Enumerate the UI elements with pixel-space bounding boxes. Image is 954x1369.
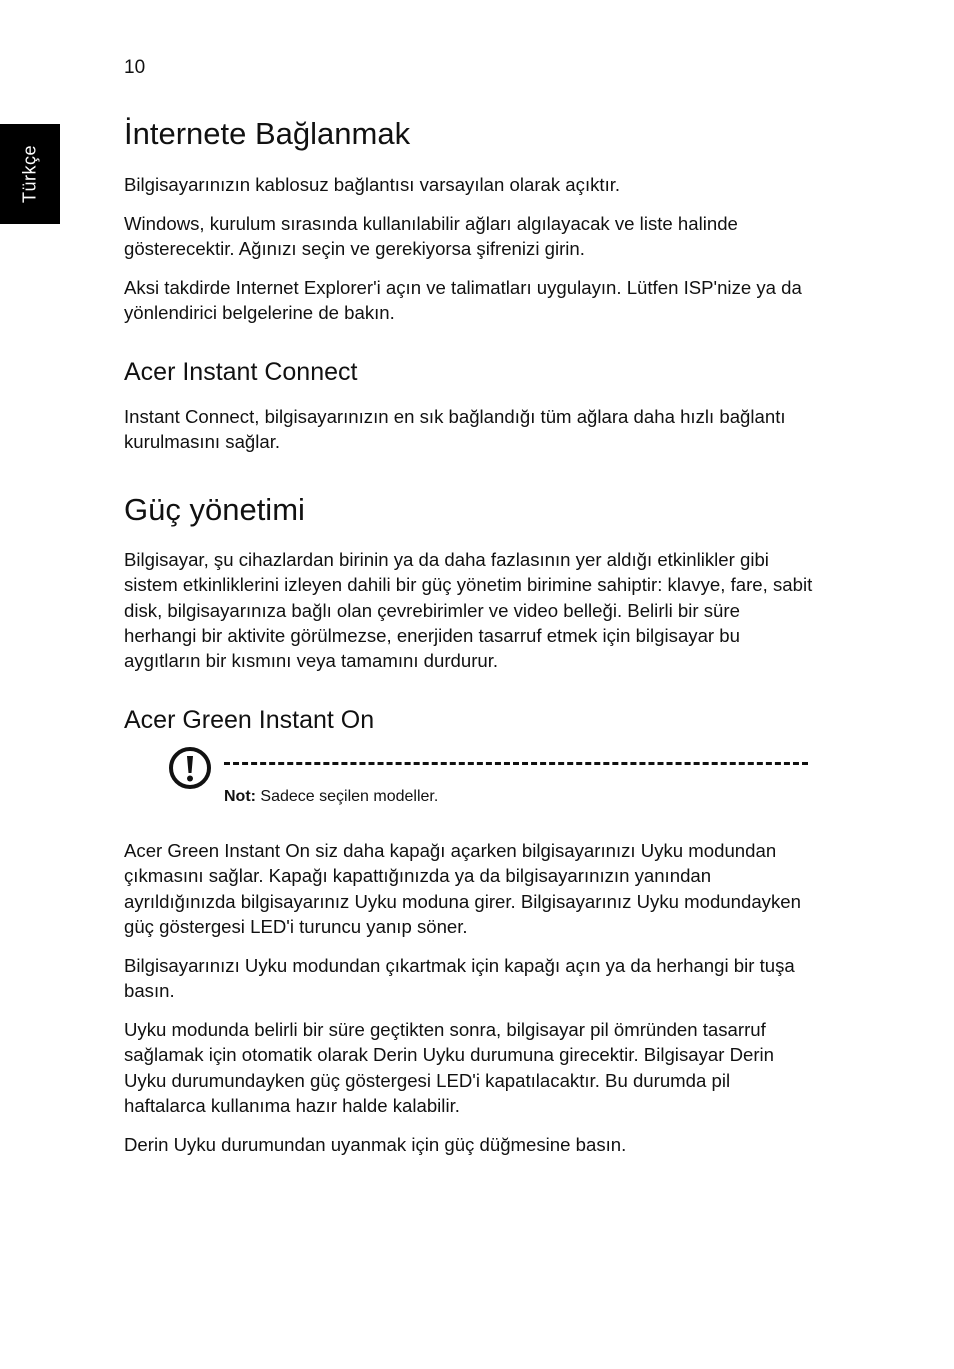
paragraph-green-4: Derin Uyku durumundan uyanmak için güç düğmesine basın. [124, 1134, 627, 1155]
language-tab [0, 124, 60, 224]
language-tab-label: Türkçe [19, 144, 40, 204]
paragraph-instant-connect-1: Instant Connect, bilgisayarınızın en sık bağlandığı tüm ağlara daha hızlı bağlantı kurulmasını sağlar. [124, 406, 786, 453]
paragraph-green-2: Bilgisayarınızı Uyku modundan çıkartmak için kapağı açın ya da herhangi bir tuşa basın. [124, 955, 795, 1002]
paragraph-green-3: Uyku modunda belirli bir süre geçtikten sonra, bilgisayar pil ömründen tasarruf sağlamak için otomatik olarak Derin Uyku durumuna girecektir. Bilgisayar Derin Uyku durumundayken güç göstergesi LED'i kapatılacaktır. Bu durumda pil haftalarca kullanıma hazır halde kalabilir. [124, 1019, 775, 1116]
note-divider [224, 762, 808, 765]
paragraph-internet-3: Aksi takdirde Internet Explorer'i açın ve talimatları uygulayın. Lütfen ISP'nize ya da yönlendirici belgelerine de bakın. [124, 277, 802, 324]
note-body: Sadece seçilen modeller. [255, 788, 439, 805]
heading-instant-connect: Acer Instant Connect [124, 358, 358, 386]
paragraph-internet-2: Windows, kurulum sırasında kullanılabilir ağları algılayacak ve liste halinde gösterecektir. Ağınızı seçin ve gerekiyorsa şifrenizi girin. [124, 213, 738, 260]
exclamation-circle-icon [168, 746, 212, 790]
paragraph-power-1: Bilgisayar, şu cihazlardan birinin ya da daha fazlasının yer aldığı etkinlikler gibi sistem etkinliklerini izleyen dahili bir güç yönetim birimine sahiptir: klavye, fare, sabit disk, bilgisayarınıza bağlı olan çevrebirimler ve video belleği. Belirli bir süre herhangi bir aktivite görülmezse, enerjiden tasarruf etmek için bilgisayar bu aygıtların bir kısmını veya tamamını durdurur. [124, 549, 813, 672]
page-number: 10 [124, 57, 146, 78]
paragraph-green-1: Acer Green Instant On siz daha kapağı açarken bilgisayarınızı Uyku modundan çıkmasını sağlar. Kapağı kapattığınızda ya da bilgisayarınızın yanından ayrıldığınızda bilgisayarınız Uyku moduna girer. Bilgisayarınız Uyku modundayken güç göstergesi LED'i turuncu yanıp söner. [124, 840, 801, 937]
note-label: Not: [224, 788, 256, 805]
paragraph-internet-1: Bilgisayarınızın kablosuz bağlantısı varsayılan olarak açıktır. [124, 174, 621, 195]
note-text [224, 787, 438, 807]
heading-green-instant-on: Acer Green Instant On [124, 706, 375, 734]
heading-power-management: Güç yönetimi [124, 492, 305, 527]
heading-internet: İnternete Bağlanmak [124, 116, 411, 151]
